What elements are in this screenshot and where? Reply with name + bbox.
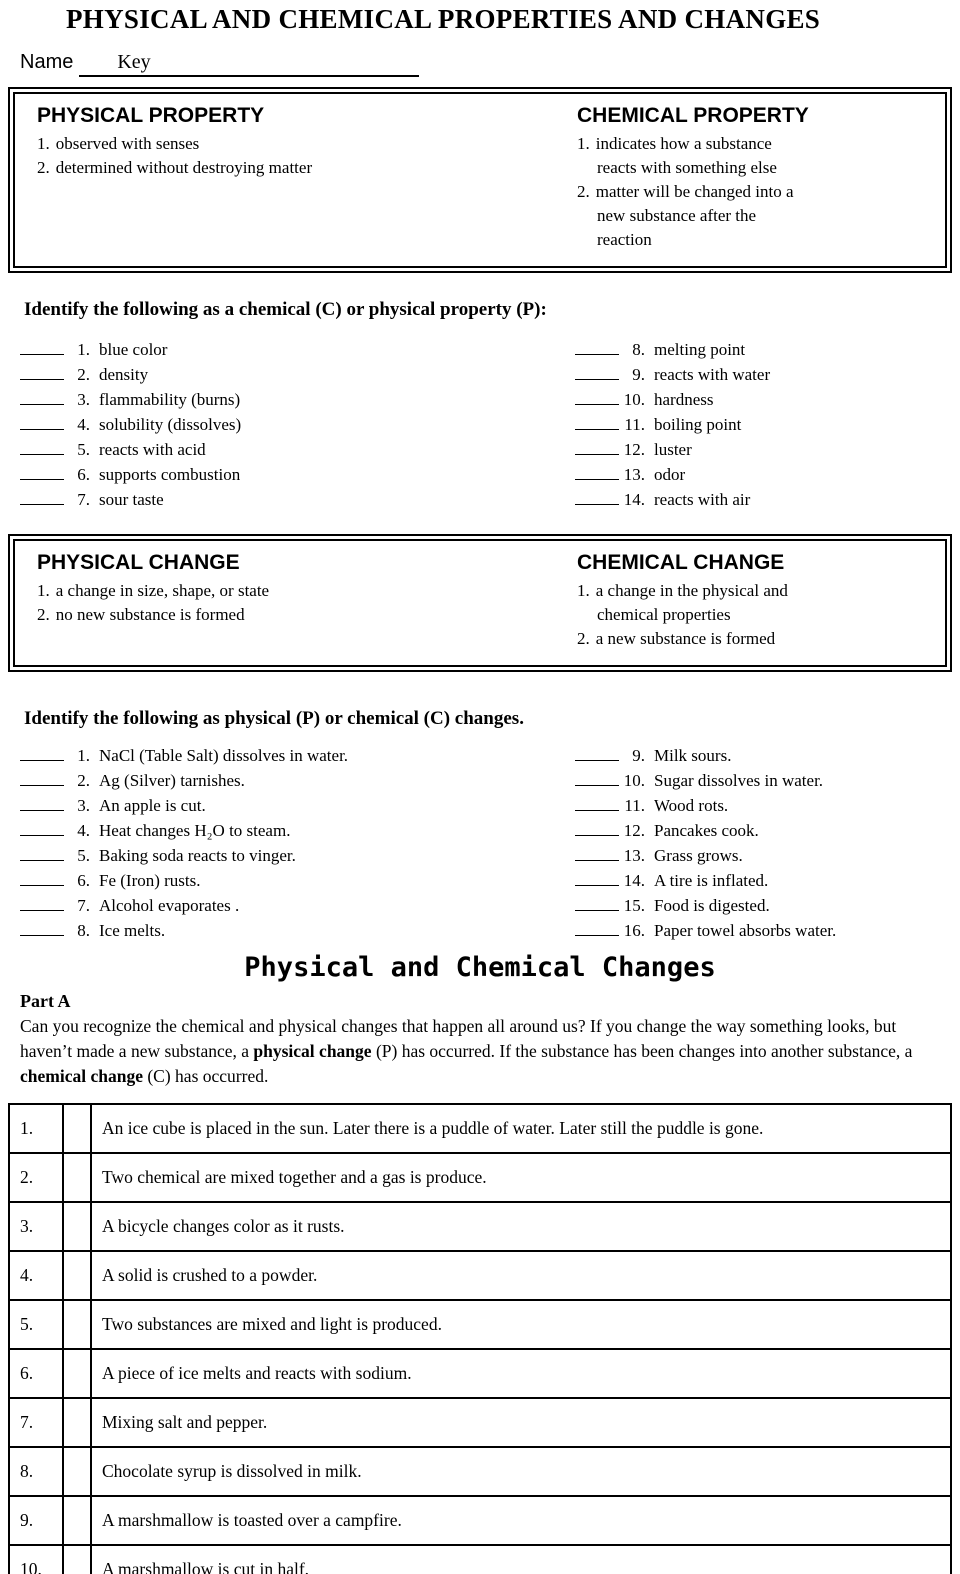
item-number: 11. <box>624 415 645 434</box>
table-row <box>10 1203 950 1252</box>
change-quiz-instruction: Identify the following as physical (P) or chemical (C) changes. <box>24 708 524 729</box>
answer-cell <box>64 1350 92 1397</box>
item-number: 6. <box>77 871 90 890</box>
answer-blank <box>575 441 619 455</box>
item-number: 8. <box>77 921 90 940</box>
answer-blank <box>575 822 619 836</box>
item-text: Heat changes H₂O to steam. <box>99 821 291 840</box>
quiz-column-right <box>575 337 960 512</box>
item-number: 13. <box>623 846 645 865</box>
list-item <box>37 156 577 180</box>
quiz-item <box>575 843 960 868</box>
row-text: A solid is crushed to a powder. <box>102 1265 318 1285</box>
item-number: 1. <box>77 340 90 359</box>
answer-blank <box>575 922 619 936</box>
item-number: 2. <box>37 158 50 177</box>
answer-blank <box>575 416 619 430</box>
quiz-column-left <box>0 743 575 943</box>
answer-blank <box>20 466 64 480</box>
text-segment: Can you recognize the chemical and physical changes that happen all around us? If you change the way something looks, but haven’t made a new substance, a <box>20 1016 897 1061</box>
item-number: 14. <box>623 490 645 509</box>
item-text: blue color <box>99 340 168 359</box>
item-text: Pancakes cook. <box>654 821 759 840</box>
name-blank-line <box>79 51 419 77</box>
answer-blank <box>575 847 619 861</box>
name-value: Key <box>117 51 151 73</box>
physical-property-column <box>37 104 577 252</box>
item-text: luster <box>654 440 692 459</box>
item-number: 12. <box>623 440 645 459</box>
answer-blank <box>575 797 619 811</box>
table-row <box>10 1497 950 1546</box>
item-text: reacts with water <box>654 365 771 384</box>
row-number: 6. <box>10 1350 64 1397</box>
answer-cell <box>64 1448 92 1495</box>
quiz-item <box>575 387 960 412</box>
item-text: Sugar dissolves in water. <box>654 771 824 790</box>
quiz-column-left <box>0 337 575 512</box>
list-item <box>577 132 803 180</box>
answer-cell <box>64 1546 92 1574</box>
quiz-item <box>20 868 575 893</box>
answer-blank <box>20 872 64 886</box>
item-number: 4. <box>77 415 90 434</box>
answer-blank <box>575 772 619 786</box>
item-text: Grass grows. <box>654 846 743 865</box>
quiz-item <box>20 743 575 768</box>
item-text: odor <box>654 465 686 484</box>
chemical-change-column <box>577 551 925 651</box>
row-text: An ice cube is placed in the sun. Later there is a puddle of water. Later still the puddle is gone. <box>102 1118 764 1138</box>
item-number: 10. <box>623 771 645 790</box>
item-number: 9. <box>632 746 645 765</box>
item-number: 12. <box>623 821 645 840</box>
quiz-column-right <box>575 743 960 943</box>
answer-cell <box>64 1301 92 1348</box>
answer-blank <box>575 341 619 355</box>
list-item <box>37 603 577 627</box>
row-number: 5. <box>10 1301 64 1348</box>
quiz-item <box>20 893 575 918</box>
answer-cell <box>64 1399 92 1446</box>
name-row <box>20 51 960 77</box>
property-definitions-box <box>8 87 952 273</box>
table-row <box>10 1154 950 1203</box>
answer-table <box>8 1103 952 1574</box>
answer-blank <box>20 747 64 761</box>
physical-change-heading: PHYSICAL CHANGE <box>37 551 240 574</box>
item-number: 5. <box>77 440 90 459</box>
chemical-change-heading: CHEMICAL CHANGE <box>577 551 785 574</box>
item-number: 1. <box>577 581 590 600</box>
row-text: A marshmallow is cut in half. <box>102 1559 310 1574</box>
item-text: a new substance is formed <box>595 629 776 648</box>
change-definitions-box <box>8 534 952 672</box>
answer-blank <box>575 872 619 886</box>
item-text: An apple is cut. <box>99 796 206 815</box>
row-text: A bicycle changes color as it rusts. <box>102 1216 345 1236</box>
answer-blank <box>20 341 64 355</box>
item-number: 6. <box>77 465 90 484</box>
name-label: Name <box>20 51 74 73</box>
item-text: matter will be changed into a new substance after the reaction <box>595 182 794 249</box>
list-item <box>577 579 803 627</box>
quiz-item <box>575 868 960 893</box>
quiz-item <box>575 918 960 943</box>
property-quiz-instruction: Identify the following as a chemical (C) or physical property (P): <box>24 299 547 320</box>
item-number: 1. <box>37 134 50 153</box>
table-rows <box>10 1105 950 1574</box>
item-text: NaCl (Table Salt) dissolves in water. <box>99 746 349 765</box>
item-number: 3. <box>77 390 90 409</box>
quiz-item <box>20 793 575 818</box>
quiz-item <box>575 337 960 362</box>
row-text: A piece of ice melts and reacts with sodium. <box>102 1363 412 1383</box>
item-number: 7. <box>77 896 90 915</box>
item-number: 2. <box>77 771 90 790</box>
item-number: 14. <box>623 871 645 890</box>
text-segment: (C) has occurred. <box>142 1066 269 1086</box>
item-text: Milk sours. <box>654 746 732 765</box>
item-number: 8. <box>632 340 645 359</box>
quiz-item <box>20 843 575 868</box>
answer-blank <box>20 391 64 405</box>
table-row <box>10 1546 950 1574</box>
answer-cell <box>64 1203 92 1250</box>
item-number: 5. <box>77 846 90 865</box>
item-number: 2. <box>577 629 590 648</box>
row-number: 4. <box>10 1252 64 1299</box>
row-text: Two chemical are mixed together and a gas is produce. <box>102 1167 487 1187</box>
table-row <box>10 1301 950 1350</box>
row-text: A marshmallow is toasted over a campfire. <box>102 1510 402 1530</box>
chemical-property-heading: CHEMICAL PROPERTY <box>577 104 809 127</box>
row-number: 1. <box>10 1105 64 1152</box>
row-number: 7. <box>10 1399 64 1446</box>
quiz-item <box>20 768 575 793</box>
item-text: reacts with air <box>654 490 751 509</box>
quiz-item <box>20 818 575 843</box>
answer-blank <box>20 897 64 911</box>
item-text: Food is digested. <box>654 896 770 915</box>
answer-blank <box>20 491 64 505</box>
table-row <box>10 1105 950 1154</box>
item-number: 7. <box>77 490 90 509</box>
property-quiz-list <box>0 337 960 512</box>
bold-physical-change: physical change <box>253 1041 372 1061</box>
quiz-item <box>20 487 575 512</box>
row-number: 9. <box>10 1497 64 1544</box>
item-text: reacts with acid <box>99 440 206 459</box>
item-number: 9. <box>632 365 645 384</box>
table-row <box>10 1399 950 1448</box>
item-number: 2. <box>37 605 50 624</box>
item-text: no new substance is formed <box>55 605 245 624</box>
section-heading: Physical and Chemical Changes <box>244 952 716 983</box>
quiz-item <box>575 412 960 437</box>
answer-blank <box>575 366 619 380</box>
item-text: flammability (burns) <box>99 390 241 409</box>
item-text: Baking soda reacts to vinger. <box>99 846 296 865</box>
item-text: boiling point <box>654 415 742 434</box>
item-number: 3. <box>77 796 90 815</box>
bold-chemical-change: chemical change <box>20 1066 143 1086</box>
row-text: Chocolate syrup is dissolved in milk. <box>102 1461 362 1481</box>
page-title: PHYSICAL AND CHEMICAL PROPERTIES AND CHANGES <box>66 4 821 34</box>
row-number: 8. <box>10 1448 64 1495</box>
answer-cell <box>64 1105 92 1152</box>
row-number: 3. <box>10 1203 64 1250</box>
table-row <box>10 1350 950 1399</box>
list-item <box>577 627 803 651</box>
item-text: a change in the physical and chemical properties <box>595 581 788 624</box>
item-text: a change in size, shape, or state <box>55 581 270 600</box>
quiz-item <box>20 412 575 437</box>
quiz-item <box>575 768 960 793</box>
answer-blank <box>575 897 619 911</box>
item-text: observed with senses <box>55 134 200 153</box>
item-text: supports combustion <box>99 465 241 484</box>
quiz-item <box>575 793 960 818</box>
quiz-item <box>575 362 960 387</box>
answer-blank <box>575 747 619 761</box>
item-number: 1. <box>37 581 50 600</box>
part-a-label: Part A <box>20 991 71 1011</box>
quiz-item <box>20 918 575 943</box>
item-text: Ag (Silver) tarnishes. <box>99 771 245 790</box>
item-text: A tire is inflated. <box>654 871 769 890</box>
answer-blank <box>20 847 64 861</box>
quiz-item <box>20 387 575 412</box>
item-number: 2. <box>577 182 590 201</box>
chemical-property-column <box>577 104 925 252</box>
quiz-item <box>20 437 575 462</box>
item-number: 1. <box>577 134 590 153</box>
item-number: 13. <box>623 465 645 484</box>
text-segment: (P) has occurred. If the substance has been changes into another substance, a <box>371 1041 913 1061</box>
answer-cell <box>64 1252 92 1299</box>
quiz-item <box>575 487 960 512</box>
item-text: density <box>99 365 149 384</box>
row-number: 2. <box>10 1154 64 1201</box>
item-text: hardness <box>654 390 714 409</box>
row-number: 10. <box>10 1546 64 1574</box>
answer-cell <box>64 1497 92 1544</box>
answer-blank <box>575 491 619 505</box>
answer-blank <box>575 466 619 480</box>
answer-blank <box>20 822 64 836</box>
answer-blank <box>20 922 64 936</box>
answer-blank <box>20 366 64 380</box>
row-text: Mixing salt and pepper. <box>102 1412 268 1432</box>
item-text: indicates how a substance reacts with something else <box>595 134 777 177</box>
answer-blank <box>20 772 64 786</box>
physical-change-column <box>37 551 577 651</box>
quiz-item <box>575 818 960 843</box>
list-item <box>577 180 803 252</box>
item-text: solubility (dissolves) <box>99 415 242 434</box>
list-item <box>37 132 577 156</box>
answer-cell <box>64 1154 92 1201</box>
quiz-item <box>20 462 575 487</box>
item-text: Paper towel absorbs water. <box>654 921 837 940</box>
item-number: 4. <box>77 821 90 840</box>
item-number: 10. <box>623 390 645 409</box>
quiz-item <box>575 437 960 462</box>
row-text: Two substances are mixed and light is produced. <box>102 1314 442 1334</box>
table-row <box>10 1448 950 1497</box>
physical-property-heading: PHYSICAL PROPERTY <box>37 104 265 127</box>
quiz-item <box>575 462 960 487</box>
quiz-item <box>20 337 575 362</box>
item-text: Ice melts. <box>99 921 166 940</box>
table-row <box>10 1252 950 1301</box>
answer-blank <box>575 391 619 405</box>
item-text: Wood rots. <box>654 796 729 815</box>
list-item <box>37 579 577 603</box>
change-quiz-list <box>0 743 960 943</box>
item-number: 16. <box>623 921 645 940</box>
item-text: Alcohol evaporates . <box>99 896 240 915</box>
quiz-item <box>575 743 960 768</box>
item-text: sour taste <box>99 490 164 509</box>
item-number: 15. <box>623 896 645 915</box>
answer-blank <box>20 441 64 455</box>
answer-blank <box>20 797 64 811</box>
item-text: melting point <box>654 340 746 359</box>
item-number: 2. <box>77 365 90 384</box>
item-text: Fe (Iron) rusts. <box>99 871 201 890</box>
item-number: 1. <box>77 746 90 765</box>
intro-paragraph <box>20 1014 940 1089</box>
item-text: determined without destroying matter <box>55 158 313 177</box>
answer-blank <box>20 416 64 430</box>
quiz-item <box>575 893 960 918</box>
quiz-item <box>20 362 575 387</box>
item-number: 11. <box>624 796 645 815</box>
